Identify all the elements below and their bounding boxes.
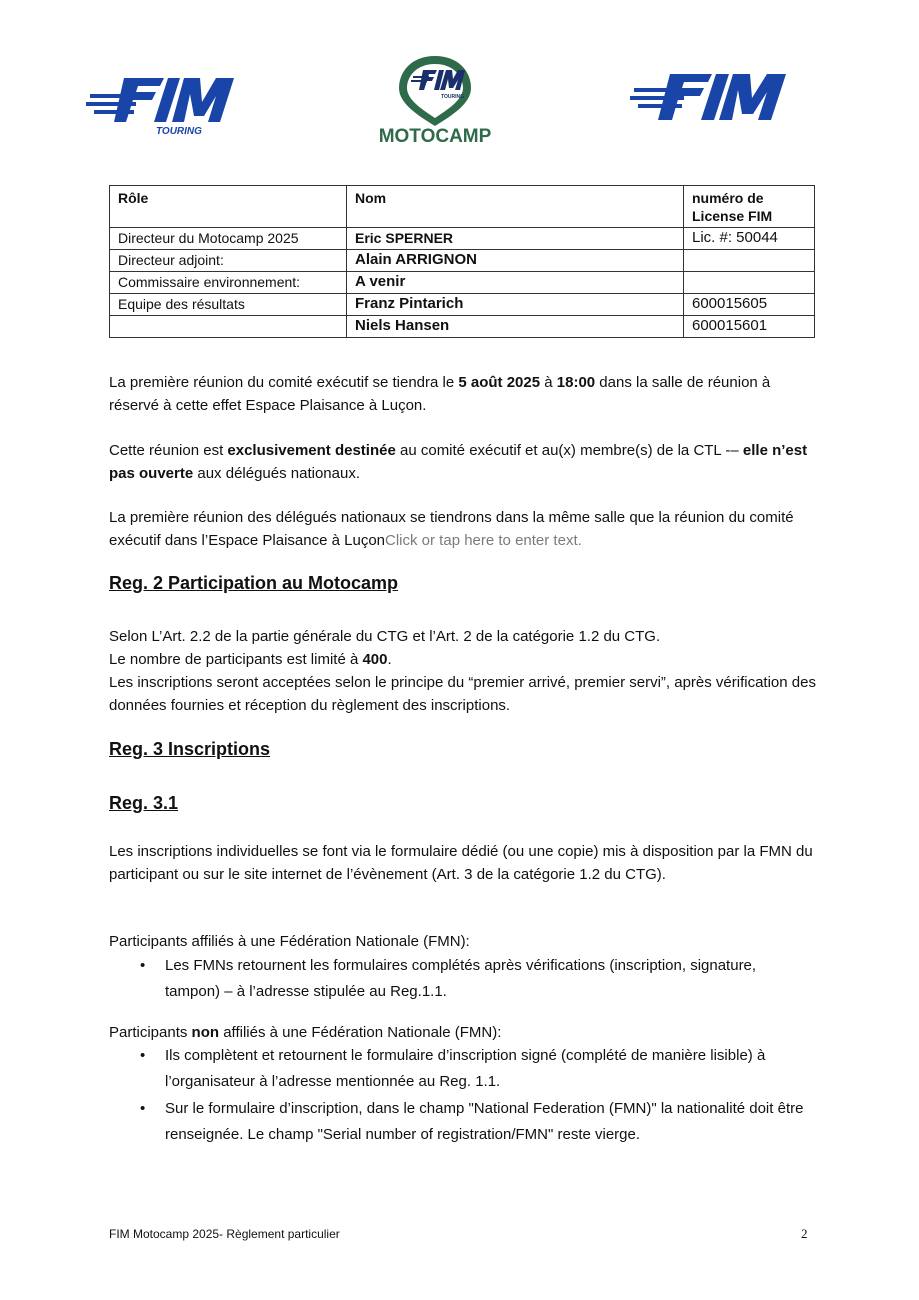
text: Selon L’Art. 2.2 de la partie générale du CTG et l’Art. 2 de la catégorie 1.2 du CTG.	[109, 628, 661, 645]
text: au comité exécutif et au(x) membre(s) de la CTL -–	[395, 442, 743, 459]
emphasis: elle n’est pas ouverte	[109, 442, 808, 482]
non-affiliated-bullet: Ils complètent et retournent le formulaire d’inscription signé (complété de manière lisible) à l’organisateur à l’adresse mentionnée au Reg. 1.1.	[165, 1047, 766, 1090]
text: aux délégués nationaux.	[193, 465, 360, 482]
participant-limit: 400	[362, 651, 388, 668]
name-cell: Niels Hansen	[347, 316, 684, 338]
bullet-icon: •	[140, 957, 146, 974]
name-cell: Alain ARRIGNON	[347, 250, 684, 272]
header-license: numéro de License FIM	[684, 186, 815, 228]
role-cell: Directeur du Motocamp 2025	[110, 228, 347, 250]
role-cell: Equipe des résultats	[110, 294, 347, 316]
license-cell: 600015601	[684, 316, 815, 338]
fim-motocamp-logo	[379, 54, 491, 146]
name-cell: Eric SPERNER	[347, 228, 684, 250]
table-header-row	[110, 186, 815, 228]
delegates-meeting-paragraph	[109, 506, 817, 552]
text: La première réunion des délégués nationaux se tiendrons dans la même salle que la réunion du comité exécutif dans l’Espace Plaisance à Luçon	[109, 509, 794, 549]
page-number: 2	[801, 1226, 808, 1241]
reg31-heading: Reg. 3.1	[109, 793, 179, 813]
reg2-body	[109, 625, 817, 717]
touring-wordmark: TOURING	[156, 126, 202, 137]
table-row	[110, 272, 815, 294]
name-cell: A venir	[347, 272, 684, 294]
table-row	[110, 316, 815, 338]
text: à	[540, 374, 557, 391]
footer-title: FIM Motocamp 2025- Règlement particulier	[109, 1227, 340, 1241]
non-affiliated-bullet: Sur le formulaire d’inscription, dans le champ "National Federation (FMN)" la nationalité doit être renseignée. Le champ "Serial number of registration/FMN" reste vierge.	[165, 1100, 804, 1143]
placeholder-text-field[interactable]: Click or tap here to enter text.	[385, 532, 582, 549]
role-cell: Commissaire environnement:	[110, 272, 347, 294]
header-name: Nom	[347, 186, 684, 228]
fim-logo	[628, 70, 788, 126]
license-cell: 600015605	[684, 294, 815, 316]
header-role: Rôle	[110, 186, 347, 228]
non-affiliated-label	[109, 1021, 817, 1044]
name-cell: Franz Pintarich	[347, 294, 684, 316]
fim-touring-logo	[86, 72, 238, 140]
text: Cette réunion est	[109, 442, 228, 459]
meeting-time: 18:00	[556, 374, 596, 391]
license-cell: Lic. #: 50044	[684, 228, 815, 250]
affiliated-bullet: Les FMNs retournent les formulaires complétés après vérifications (inscription, signature, tampon) – à l’adresse stipulée au Reg.1.1.	[165, 957, 757, 1000]
text: Les inscriptions seront acceptées selon le principe du “premier arrivé, premier servi”, après vérification des données fournies et réception du règlement des inscriptions.	[109, 674, 816, 714]
reg3-heading: Reg. 3 Inscriptions	[109, 739, 271, 759]
text: Le nombre de participants est limité à	[109, 651, 363, 668]
license-cell	[684, 272, 815, 294]
role-cell: Directeur adjoint:	[110, 250, 347, 272]
touring-wordmark-small: TOURING	[441, 94, 464, 100]
roles-table	[109, 185, 815, 338]
executive-meeting-paragraph	[109, 371, 817, 417]
bullet-icon: •	[140, 1047, 146, 1064]
emphasis: exclusivement destinée	[227, 442, 396, 459]
text: affiliés à une Fédération Nationale (FMN):	[219, 1024, 502, 1041]
meeting-restriction-paragraph	[109, 439, 817, 485]
license-cell	[684, 250, 815, 272]
text: La première réunion du comité exécutif se tiendra le	[109, 374, 459, 391]
role-cell	[110, 316, 347, 338]
reg31-intro: Les inscriptions individuelles se font via le formulaire dédié (ou une copie) mis à disposition par la FMN du participant ou sur le site internet de l’évènement (Art. 3 de la catégorie 1.2 du CTG).	[109, 843, 813, 883]
text: dans la salle de réunion à réservé à cette effet Espace Plaisance à Luçon.	[109, 374, 771, 414]
motocamp-wordmark: MOTOCAMP	[379, 126, 491, 146]
text: .	[387, 651, 392, 668]
bullet-icon: •	[140, 1100, 146, 1117]
affiliated-label: Participants affiliés à une Fédération Nationale (FMN):	[109, 933, 470, 950]
meeting-date: 5 août 2025	[458, 374, 541, 391]
table-row	[110, 294, 815, 316]
emphasis: non	[191, 1024, 220, 1041]
table-row	[110, 250, 815, 272]
reg2-heading: Reg. 2 Participation au Motocamp	[109, 573, 399, 593]
text: Participants	[109, 1024, 192, 1041]
table-row	[110, 228, 815, 250]
